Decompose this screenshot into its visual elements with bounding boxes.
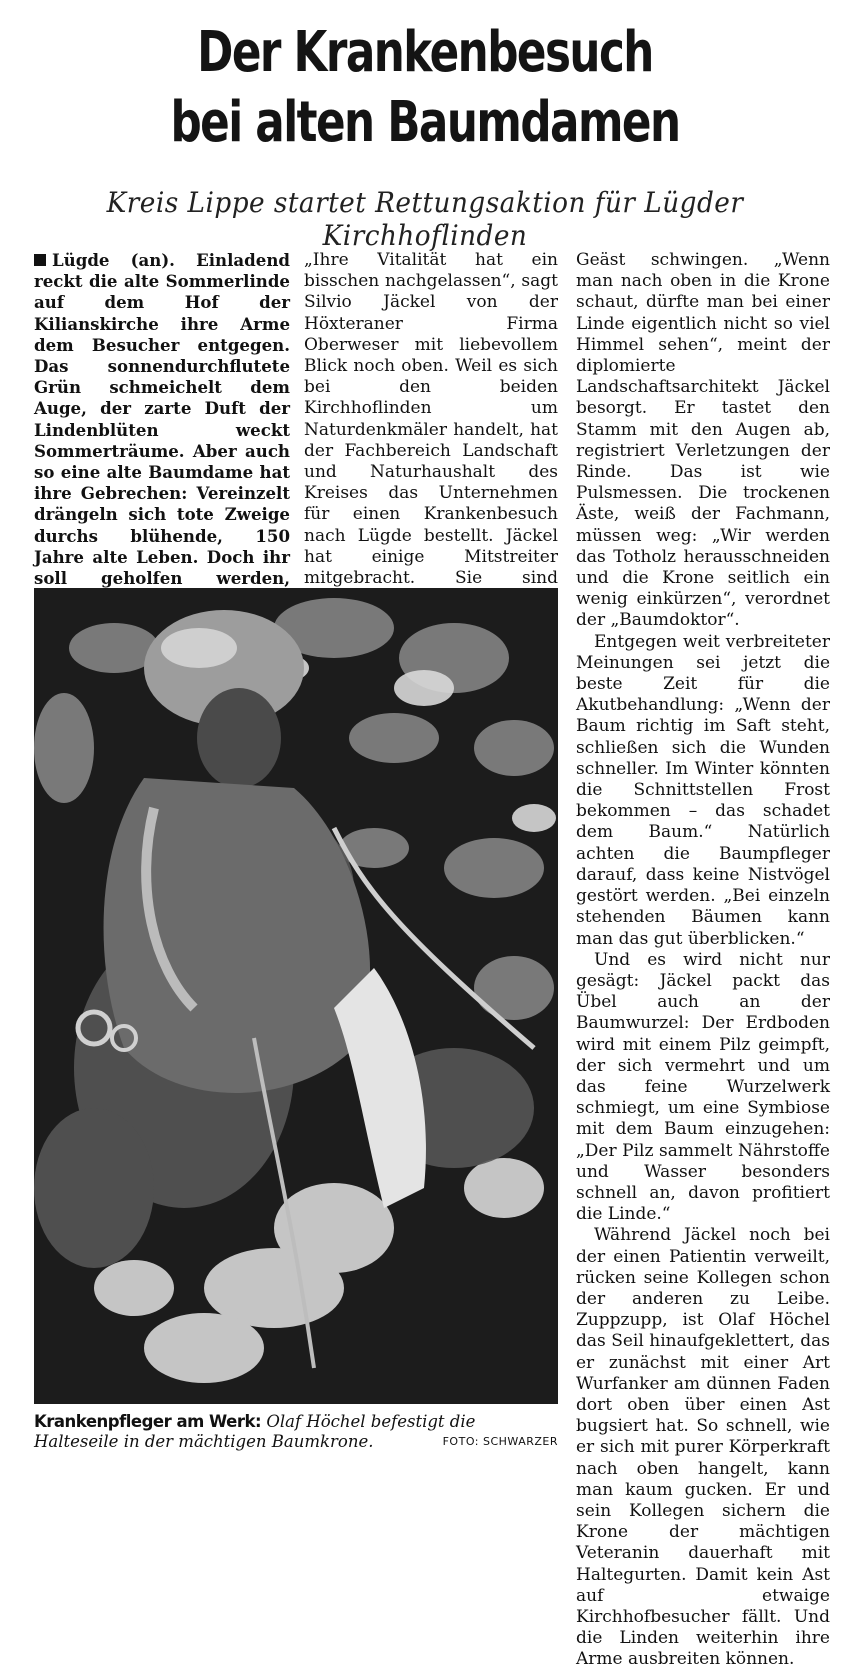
photo-caption [34,1412,558,1452]
photo-credit: FOTO: SCHWARZER [442,1435,558,1448]
column-3-paragraph-1: Geäst schwingen. „Wenn man nach oben in die Krone schaut, dürfte man bei einer Linde eigentlich nicht so viel Himmel sehen“, meint der diplomierte Landschaftsarchitekt Jäckel besorgt. Er tastet den Stamm mit den Augen ab, registriert Verletzungen der Rinde. Das ist wie Pulsmessen. Die trockenen Äste, weiß der Fachmann, müssen weg: „Wir werden das Totholz herausschneiden und die Krone seitlich ein wenig einkürzen“, verordnet der „Baumdoktor“. [576,250,830,631]
headline-line-2: bei alten Baumdamen [170,90,680,155]
article-photo [34,588,558,1404]
column-3-paragraph-2: Entgegen weit verbreiteter Meinungen sei jetzt die beste Zeit für die Akutbehandlung: „Wenn der Baum richtig im Saft steht, schließen sich die Wunden schneller. Im Winter könnten die Schnittstellen Frost bekommen – das schadet dem Baum.“ Natürlich achten die Baumpfleger darauf, dass keine Nistvögel gestört werden. „Bei einzeln stehenden Bäumen kann man das gut überblicken.“ [576,631,830,949]
article-column-3 [576,250,830,1670]
column-1-text: Lügde (an). Einladend reckt die alte Sommerlinde auf dem Hof der Kilianskirche ihre Arme dem Besucher entgegen. Das sonnendurchflutete Grün schmeichelt dem Auge, der zarte Duft der Lindenblüten weckt Sommerträume. Aber auch so eine alte Baumdame hat ihre Gebrechen: Vereinzelt drängeln sich tote Zweige durchs blühende, 150 Jahre alte Leben. Doch ihr soll geholfen werden, [34,250,290,589]
bullet-square-icon [34,254,46,266]
column-3-paragraph-4: Während Jäckel noch bei der einen Patientin verweilt, rücken seine Kollegen schon der anderen zu Leibe. Zuppzupp, ist Olaf Höchel das Seil hinaufgeklettert, das er zunächst mit einer Art Wurfanker am dünnen Faden dort oben über einen Ast bugsiert hat. So schnell, wie er sich mit purer Körperkraft nach oben hangelt, kann man kaum gucken. Er und sein Kollegen sichern die Krone der mächtigen Veteranin dauerhaft mit Haltegurten. Damit kein Ast auf etwaige Kirchhofbesucher fällt. Und die Linden weiterhin ihre Arme ausbreiten können. [576,1225,830,1670]
caption-lead: Krankenpfleger am Werk: [34,1412,262,1431]
headline [94,18,757,158]
headline-line-1: Der Krankenbesuch [197,20,653,85]
photo-tree-climber-image [34,588,558,1404]
subheadline: Kreis Lippe startet Rettungsaktion für Lügder Kirchhoflinden [106,186,744,252]
column-3-paragraph-3: Und es wird nicht nur gesägt: Jäckel packt das Übel auch an der Baumwurzel: Der Erdboden wird mit einem Pilz geimpft, der sich vermehrt und um das feine Wurzelwerk schmiegt, um eine Symbiose mit dem Baum einzugehen: „Der Pilz sammelt Nährstoffe und Wasser besonders schnell an, davon profitiert die Linde.“ [576,949,830,1225]
column-2-text: „Ihre Vitalität hat ein bisschen nachgelassen“, sagt Silvio Jäckel von der Höxteraner Firma Oberweser mit liebevollem Blick noch oben. Weil es sich bei den beiden Kirchhoflinden um Naturdenkmäler handelt, hat der Fachbereich Landschaft und Naturhaushalt des Kreises das Unternehmen für einen Krankenbesuch nach Lügde bestellt. Jäckel hat einige Mitstreiter mitgebracht. Sie sind [304,250,558,589]
caption-text: Olaf Höchel befestigt die Halteseile in der mächtigen Baumkrone. [34,1412,476,1451]
